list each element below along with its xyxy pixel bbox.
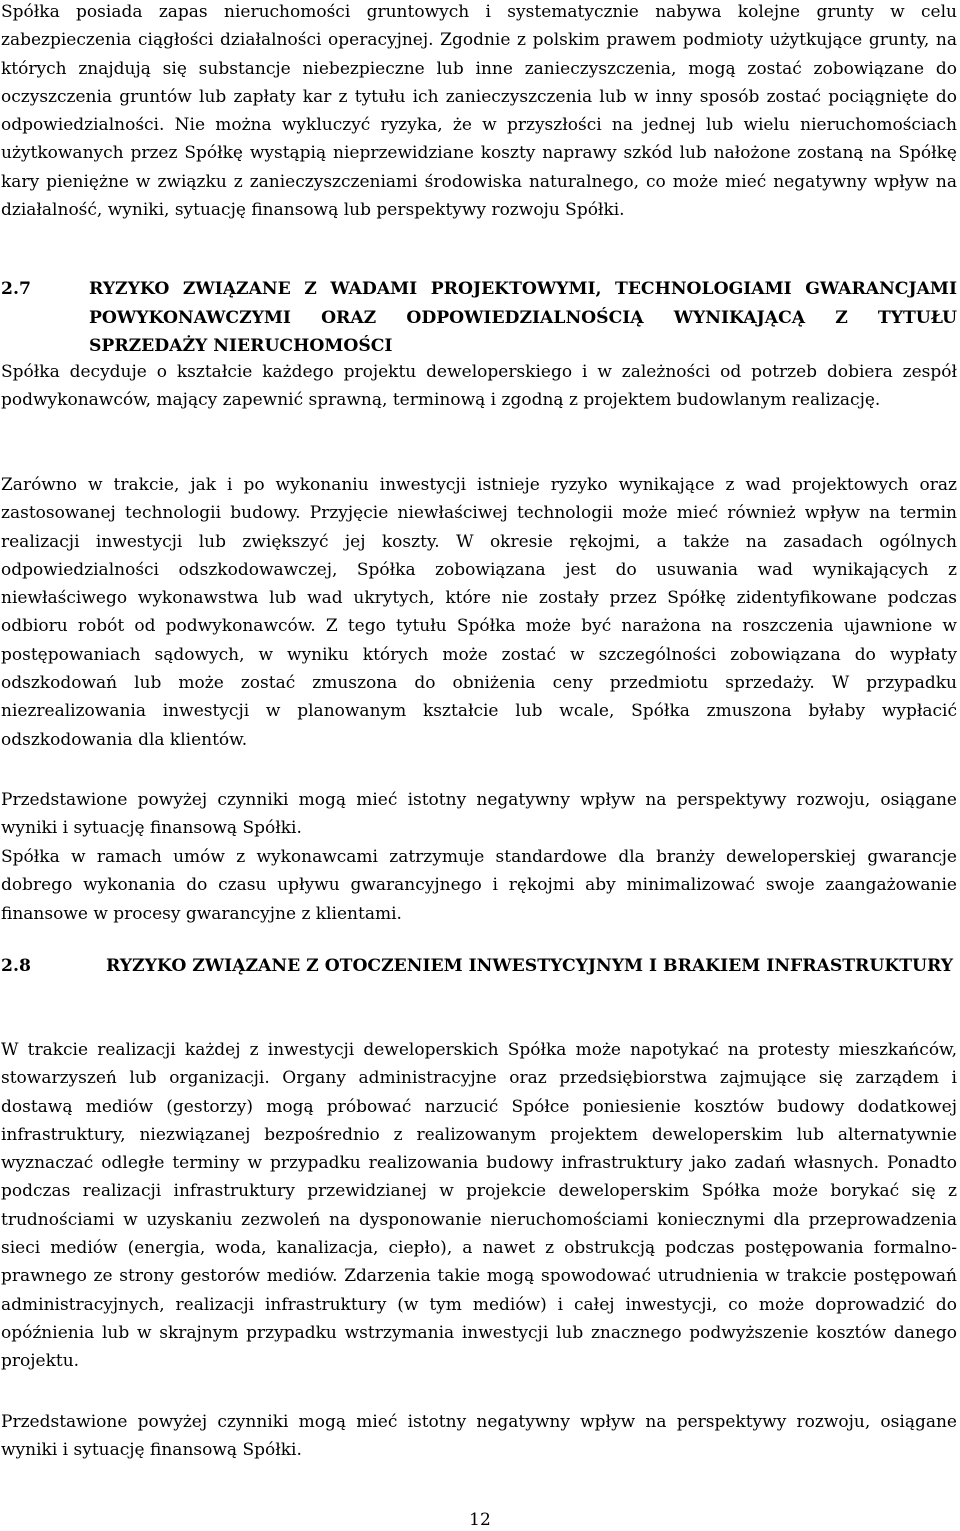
section-2-7-paragraph-1: Spółka decyduje o kształcie każdego projektu deweloperskiego i w zależności od potrzeb dobiera zespół podwykonawców, mający zapewnić sprawną, terminową i zgodną z projektem budowlanym realizację.: [1, 362, 957, 411]
section-2-8-paragraph-2: Przedstawione powyżej czynniki mogą mieć istotny negatywny wpływ na perspektywy rozwoju, osiągane wyniki i sytuację finansową Spółki.: [1, 1412, 957, 1461]
section-2-8-heading: [1, 952, 957, 981]
section-2-8-title: RYZYKO ZWIĄZANE Z OTOCZENIEM INWESTYCYJNYM I BRAKIEM INFRASTRUKTURY: [106, 956, 954, 976]
page-number: 12: [469, 1510, 491, 1530]
section-2-7-title: RYZYKO ZWIĄZANE Z WADAMI PROJEKTOWYMI, TECHNOLOGIAMI GWARANCJAMI POWYKONAWCZYMI ORAZ ODPOWIEDZIALNOŚCIĄ WYNIKAJĄCĄ Z TYTUŁU SPRZEDAŻY NIERUCHOMOŚCI: [89, 279, 957, 356]
section-2-7-paragraph-2: Zarówno w trakcie, jak i po wykonaniu inwestycji istnieje ryzyko wynikające z wad projektowych oraz zastosowanej technologii budowy. Przyjęcie niewłaściwej technologii może mieć również wpływ na termin realizacji inwestycji lub zwiększyć jej koszty. W okresie rękojmi, a także na zasadach ogólnych odpowiedzialności odszkodowawczej, Spółka zobowiązana jest do usuwania wad wynikających z niewłaściwego wykonawstwa lub wad ukrytych, które nie zostały przez Spółkę zidentyfikowane podczas odbioru robót od podwykonawców. Z tego tytułu Spółka może być narażona na roszczenia ujawnione w postępowaniach sądowych, w wyniku których może zostać w szczególności zobowiązana do wypłaty odszkodowań lub może zostać zmuszona do obniżenia ceny przedmiotu sprzedaży. W przypadku niezrealizowania inwestycji w planowanym kształcie lub wcale, Spółka zmuszona byłaby wypłacić odszkodowania dla klientów.: [1, 475, 957, 750]
section-2-8-number: 2.8: [1, 956, 31, 976]
section-2-7-paragraph-3: Przedstawione powyżej czynniki mogą mieć istotny negatywny wpływ na perspektywy rozwoju, osiągane wyniki i sytuację finansową Spółki.: [1, 790, 957, 839]
section-2-7-paragraph-4: Spółka w ramach umów z wykonawcami zatrzymuje standardowe dla branży deweloperskiej gwarancje dobrego wykonania do czasu upływu gwarancyjnego i rękojmi aby minimalizować swoje zaangażowanie finansowe w procesy gwarancyjne z klientami.: [1, 847, 957, 924]
section-2-8-paragraph-1: W trakcie realizacji każdej z inwestycji deweloperskich Spółka może napotykać na protesty mieszkańców, stowarzyszeń lub organizacji. Organy administracyjne oraz przedsiębiorstwa zajmujące się zarządem i dostawą mediów (gestorzy) mogą próbować narzucić Spółce poniesienie kosztów budowy dodatkowej infrastruktury, niezwiązanej bezpośrednio z realizowanym projektem deweloperskim lub alternatywnie wyznaczać odległe terminy w przypadku realizowania budowy infrastruktury jako zadań własnych. Ponadto podczas realizacji infrastruktury przewidzianej w projekcie deweloperskim Spółka może borykać się z trudnościami w uzyskaniu zezwoleń na dysponowanie nieruchomościami koniecznymi dla przeprowadzenia sieci mediów (energia, woda, kanalizacja, ciepło), a nawet z obstrukcją podczas postępowania formalno-prawnego ze strony gestorów mediów. Zdarzenia takie mogą spowodować utrudnienia w trakcie postępowań administracyjnych, realizacji infrastruktury (w tym mediów) i całej inwestycji, co może doprowadzić do opóźnienia lub w skrajnym przypadku wstrzymania inwestycji lub znacznego podwyższenie kosztów danego projektu.: [1, 1040, 957, 1372]
intro-paragraph: Spółka posiada zapas nieruchomości gruntowych i systematycznie nabywa kolejne grunty w celu zabezpieczenia ciągłości działalności operacyjnej. Zgodnie z polskim prawem podmioty użytkujące grunty, na których znajdują się substancje niebezpieczne lub inne zanieczyszczenia, mogą zostać zobowiązane do oczyszczenia gruntów lub zapłaty kar z tytułu ich zanieczyszczenia lub w inny sposób zostać pociągnięte do odpowiedzialności. Nie można wykluczyć ryzyka, że w przyszłości na jednej lub wielu nieruchomościach użytkowanych przez Spółkę wystąpią nieprzewidziane koszty naprawy szkód lub nałożone zostaną na Spółkę kary pieniężne w związku z zanieczyszczeniami środowiska naturalnego, co może mieć negatywny wpływ na działalność, wyniki, sytuację finansową lub perspektywy rozwoju Spółki.: [1, 2, 957, 221]
section-2-7-heading: [1, 275, 957, 361]
section-2-7-number: 2.7: [1, 279, 31, 299]
